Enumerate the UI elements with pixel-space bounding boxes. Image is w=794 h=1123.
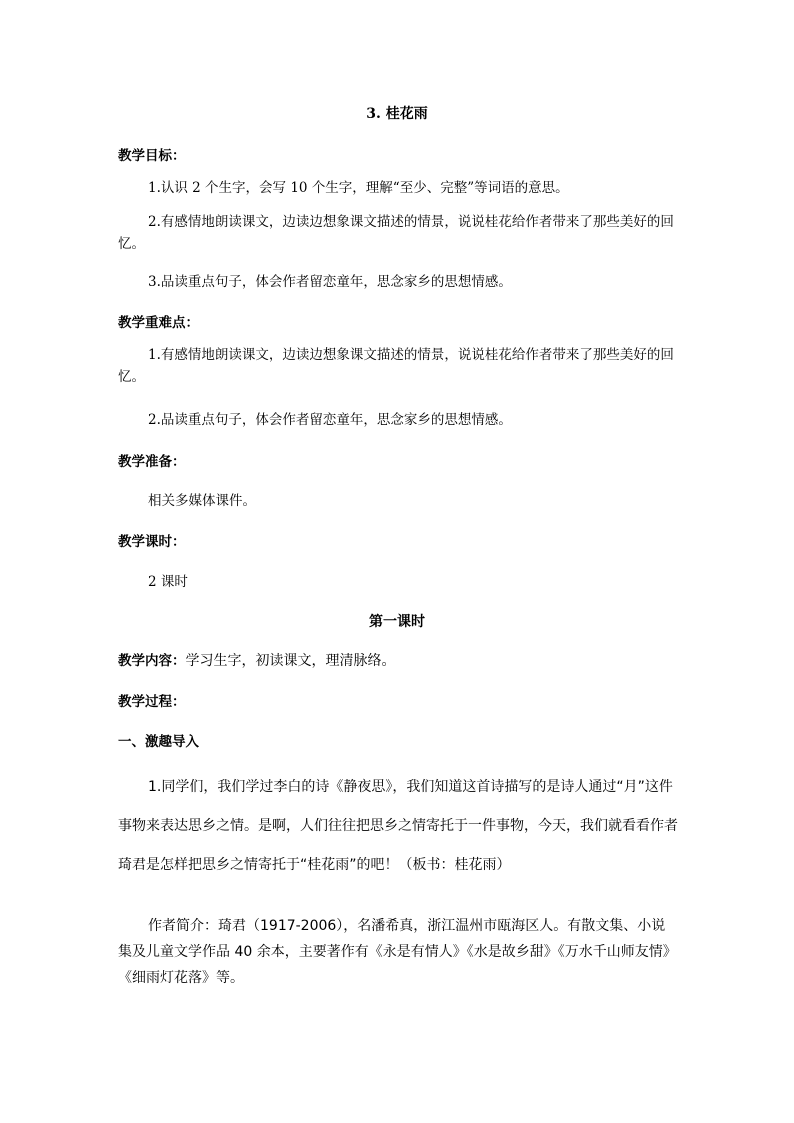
section-one-heading: 一、激趣导入 — [118, 734, 199, 750]
goal-item-3: 3.品读重点句子，体会作者留恋童年，思念家乡的思想情感。 — [148, 274, 512, 290]
key-point-item-1: 1.有感情地朗读课文，边读边想象课文描述的情景，说说桂花给作者带来了那些美好的回忆。 — [118, 347, 674, 385]
preparation-text: 相关多媒体课件。 — [148, 493, 256, 509]
key-points-heading: 教学重难点： — [118, 315, 199, 331]
lesson-one-title: 第一课时 — [369, 614, 425, 630]
class-hours-text: 2 课时 — [148, 574, 188, 590]
goal-item-2: 2.有感情地朗读课文，边读边想象课文描述的情景，说说桂花给作者带来了那些美好的回忆。 — [118, 214, 674, 252]
teaching-content-text: 学习生字，初读课文，理清脉络。 — [185, 653, 396, 669]
teaching-content — [118, 650, 678, 672]
intro-paragraph: 1.同学们，我们学过李白的诗《静夜思》，我们知道这首诗描写的是诗人通过“月”这件事物来表达思乡之情。是啊，人们往往把思乡之情寄托于一件事物，今天，我们就看看作者琦君是怎样把思乡之情寄托于“桂花雨”的吧！（板书：桂花雨） — [118, 779, 678, 873]
teaching-process-heading: 教学过程： — [118, 694, 186, 710]
author-introduction: 作者简介：琦君（1917-2006），名潘希真，浙江温州市瓯海区人。有散文集、小说集及儿童文学作品 40 余本，主要著作有《永是有情人》《水是故乡甜》《万水千山师友情》《细雨灯花落》等。 — [118, 918, 677, 986]
goals-heading: 教学目标： — [118, 148, 186, 164]
teaching-content-heading: 教学内容： — [118, 653, 186, 669]
key-point-item-2: 2.品读重点句子，体会作者留恋童年，思念家乡的思想情感。 — [148, 412, 512, 428]
class-hours-heading: 教学课时： — [118, 534, 186, 550]
page-title: 3. 桂花雨 — [366, 106, 428, 122]
goal-item-1: 1.认识 2 个生字，会写 10 个生字，理解“至少、完整”等词语的意思。 — [148, 180, 569, 196]
preparation-heading: 教学准备： — [118, 454, 186, 470]
